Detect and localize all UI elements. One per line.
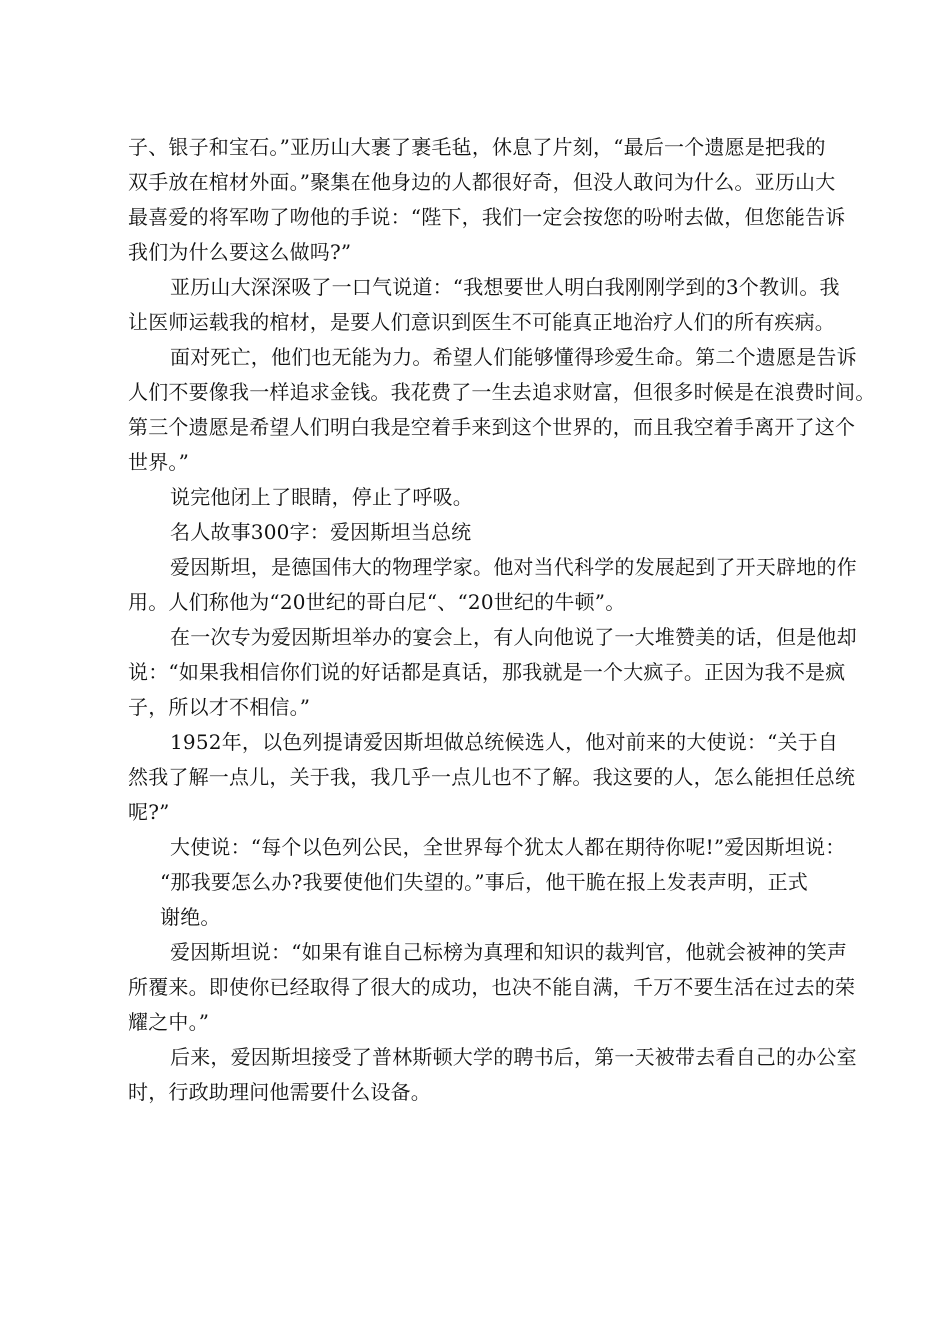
text-line: 说完他闭上了眼睛，停止了呼吸。 bbox=[170, 485, 473, 509]
section-heading-einstein bbox=[128, 515, 838, 550]
text-line: 让医师运载我的棺材，是要人们意识到医生不可能真正地治疗人们的所有疾病。 bbox=[128, 310, 835, 334]
text-line: 亚历山大深深吸了一口气说道：“我想要世人明白我刚刚学到的3个教训。我 bbox=[170, 275, 840, 299]
paragraph-einstein-quote bbox=[128, 935, 856, 1040]
document-body bbox=[128, 130, 876, 1110]
paragraph-banquet bbox=[128, 620, 857, 725]
text-line: 人们不要像我一样追求金钱。我花费了一生去追求财富，但很多时候是在浪费时间。 bbox=[128, 380, 876, 404]
paragraph-closed-eyes bbox=[128, 480, 838, 515]
paragraph-ambassador bbox=[128, 830, 846, 935]
paragraph-alexander-will-3 bbox=[128, 130, 846, 270]
text-line: 在一次专为爱因斯坦举办的宴会上，有人向他说了一大堆赞美的话，但是他却 bbox=[170, 625, 857, 649]
paragraph-1952 bbox=[128, 725, 856, 830]
text-line: “那我要怎么办?我要使他们失望的。”事后，他干脆在报上发表声明，正式 bbox=[160, 870, 808, 894]
text-line: 时，行政助理问他需要什么设备。 bbox=[128, 1080, 431, 1104]
text-line: 爱因斯坦，是德国伟大的物理学家。他对当代科学的发展起到了开天辟地的作 bbox=[170, 555, 857, 579]
text-line: 耀之中。” bbox=[128, 1010, 210, 1034]
text-line: 最喜爱的将军吻了吻他的手说：“陛下，我们一定会按您的吩咐去做，但您能告诉 bbox=[128, 205, 846, 229]
text-line: 大使说：“每个以色列公民，全世界每个犹太人都在期待你呢!”爱因斯坦说： bbox=[170, 835, 846, 859]
text-line: 名人故事300字：爱因斯坦当总统 bbox=[170, 520, 472, 544]
text-line: 用。人们称他为“20世纪的哥白尼“、“20世纪的牛顿”。 bbox=[128, 590, 626, 614]
text-line: 说：“如果我相信你们说的好话都是真话，那我就是一个大疯子。正因为我不是疯 bbox=[128, 660, 846, 684]
text-line: 面对死亡，他们也无能为力。希望人们能够懂得珍爱生命。第二个遗愿是告诉 bbox=[170, 345, 857, 369]
text-line: 子，所以才不相信。” bbox=[128, 695, 311, 719]
text-line: 1952年，以色列提请爱因斯坦做总统候选人，他对前来的大使说：“关于自 bbox=[170, 730, 839, 754]
text-line: 爱因斯坦说：“如果有谁自己标榜为真理和知识的裁判官，他就会被神的笑声 bbox=[170, 940, 848, 964]
paragraph-alexander-explains bbox=[128, 270, 838, 340]
text-line: 后来，爱因斯坦接受了普林斯顿大学的聘书后，第一天被带去看自己的办公室 bbox=[170, 1045, 857, 1069]
text-line: 呢?” bbox=[128, 800, 170, 824]
text-line: 世界。” bbox=[128, 450, 190, 474]
text-line: 然我了解一点儿，关于我，我几乎一点儿也不了解。我这要的人，怎么能担任总统 bbox=[128, 765, 856, 789]
text-line: 双手放在棺材外面。”聚集在他身边的人都很好奇，但没人敢问为什么。亚历山大 bbox=[128, 170, 836, 194]
text-line: 谢绝。 bbox=[160, 905, 221, 929]
text-line: 所覆来。即使你已经取得了很大的成功，也决不能自满，千万不要生活在过去的荣 bbox=[128, 975, 856, 999]
paragraph-facing-death bbox=[128, 340, 876, 480]
paragraph-einstein-intro bbox=[128, 550, 857, 620]
paragraph-princeton bbox=[128, 1040, 857, 1110]
text-line: 我们为什么要这么做吗?” bbox=[128, 240, 352, 264]
text-line: 子、银子和宝石。”亚历山大裹了裹毛毡，休息了片刻，“最后一个遗愿是把我的 bbox=[128, 135, 826, 159]
text-line: 第三个遗愿是希望人们明白我是空着手来到这个世界的，而且我空着手离开了这个 bbox=[128, 415, 856, 439]
